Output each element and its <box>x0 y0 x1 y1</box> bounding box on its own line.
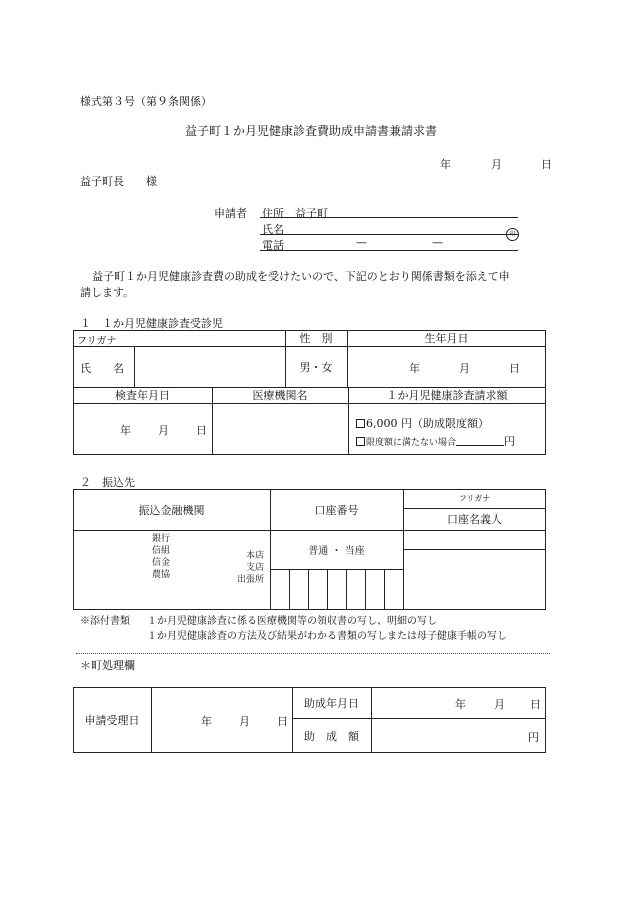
phone-line[interactable] <box>260 250 518 251</box>
received-date-label: 申請受理日 <box>84 714 140 727</box>
grant-amount-label: 助 成 額 <box>304 729 359 743</box>
exam-month: 月 <box>158 424 169 437</box>
page-title: 益子町１か月児健康診査費助成申請書兼請求書 <box>185 124 438 138</box>
bank-type-credit-union[interactable]: 信組 <box>151 546 170 556</box>
account-type[interactable]: 普通 ・ 当座 <box>308 546 365 557</box>
furigana-label: フリガナ <box>77 336 117 347</box>
bank-type-agri-coop[interactable]: 農協 <box>151 570 170 580</box>
phone-label: 電話 <box>262 239 284 252</box>
under-limit-amount[interactable] <box>456 435 504 446</box>
account-holder-label: 口座名義人 <box>447 513 502 526</box>
exam-day: 日 <box>196 424 207 437</box>
date-month-label: 月 <box>491 158 502 171</box>
date-year-label: 年 <box>440 158 451 171</box>
attachment-item-1: １か月児健康診査に係る医療機関等の領収書の写し、明細の写し <box>147 616 437 627</box>
address-label: 住所 益子町 <box>262 207 328 220</box>
dob-year: 年 <box>409 362 420 375</box>
applicant-label: 申請者 <box>214 207 247 220</box>
bank-type-credit-bank[interactable]: 信金 <box>151 558 170 568</box>
sex-value[interactable]: 男・女 <box>299 360 333 374</box>
dob-label: 生年月日 <box>424 332 469 345</box>
intro-line-1: 益子町１か月児健康診査費の助成を受けたいので、下記のとおり関係書類を添えて申 <box>92 270 510 283</box>
attachments-label: ※添付書類 <box>80 616 130 627</box>
grant-month: 月 <box>494 698 505 711</box>
addressee: 益子町長 様 <box>80 175 157 188</box>
bank-type-list[interactable] <box>148 533 170 581</box>
section2-heading: ２ 振込先 <box>80 476 135 489</box>
seal-mark: 印 <box>506 221 519 241</box>
grant-day: 日 <box>530 698 541 711</box>
bank-type-bank[interactable]: 銀行 <box>151 534 170 544</box>
date-day-label: 日 <box>541 158 552 171</box>
claim-label: １か月児健康診査請求額 <box>386 389 508 402</box>
received-month: 月 <box>239 715 250 728</box>
intro-line-2: 請します。 <box>80 286 135 299</box>
address-line[interactable] <box>260 217 518 218</box>
received-year: 年 <box>201 715 212 728</box>
child-name-label: 氏 名 <box>80 362 124 375</box>
office-heading: ＊町処理欄 <box>80 659 135 672</box>
account-number-label: 口座番号 <box>314 503 359 517</box>
branch-type-head[interactable]: 本店 <box>245 551 264 561</box>
attachment-item-2: １か月児健康診査の方法及び結果がわかる書類の写しまたは母子健康手帳の写し <box>147 631 507 642</box>
grant-year: 年 <box>455 698 466 711</box>
cut-line <box>76 653 550 654</box>
option-limit[interactable]: 6,000 円（助成限度額） <box>356 415 489 431</box>
dob-day: 日 <box>509 362 520 375</box>
name-label: 氏名 <box>262 223 284 236</box>
clinic-label: 医療機関名 <box>252 389 308 402</box>
holder-furigana-label: フリガナ <box>458 494 491 503</box>
branch-type-office[interactable]: 出張所 <box>236 575 264 585</box>
section1-heading: １ １か月児健康診査受診児 <box>80 317 223 330</box>
grant-date-label: 助成年月日 <box>304 696 359 710</box>
branch-type-branch[interactable]: 支店 <box>245 563 264 573</box>
phone-separator-2: — <box>432 236 443 249</box>
form-number: 様式第３号（第９条関係） <box>80 95 212 108</box>
phone-separator-1: — <box>356 236 367 249</box>
sex-label: 性 別 <box>299 332 333 345</box>
option-under-limit[interactable]: 限度額に満たない場合 円 <box>356 433 515 449</box>
exam-year: 年 <box>120 424 131 437</box>
grant-amount-yen: 円 <box>528 731 539 744</box>
exam-date-label: 検査年月日 <box>115 389 170 402</box>
checkbox-limit[interactable] <box>356 419 365 428</box>
received-day: 日 <box>277 715 288 728</box>
name-line[interactable] <box>260 234 518 235</box>
dob-month: 月 <box>459 362 470 375</box>
branch-type-list[interactable] <box>226 550 264 586</box>
bank-label: 振込金融機関 <box>138 503 205 517</box>
checkbox-under-limit[interactable] <box>356 437 365 446</box>
